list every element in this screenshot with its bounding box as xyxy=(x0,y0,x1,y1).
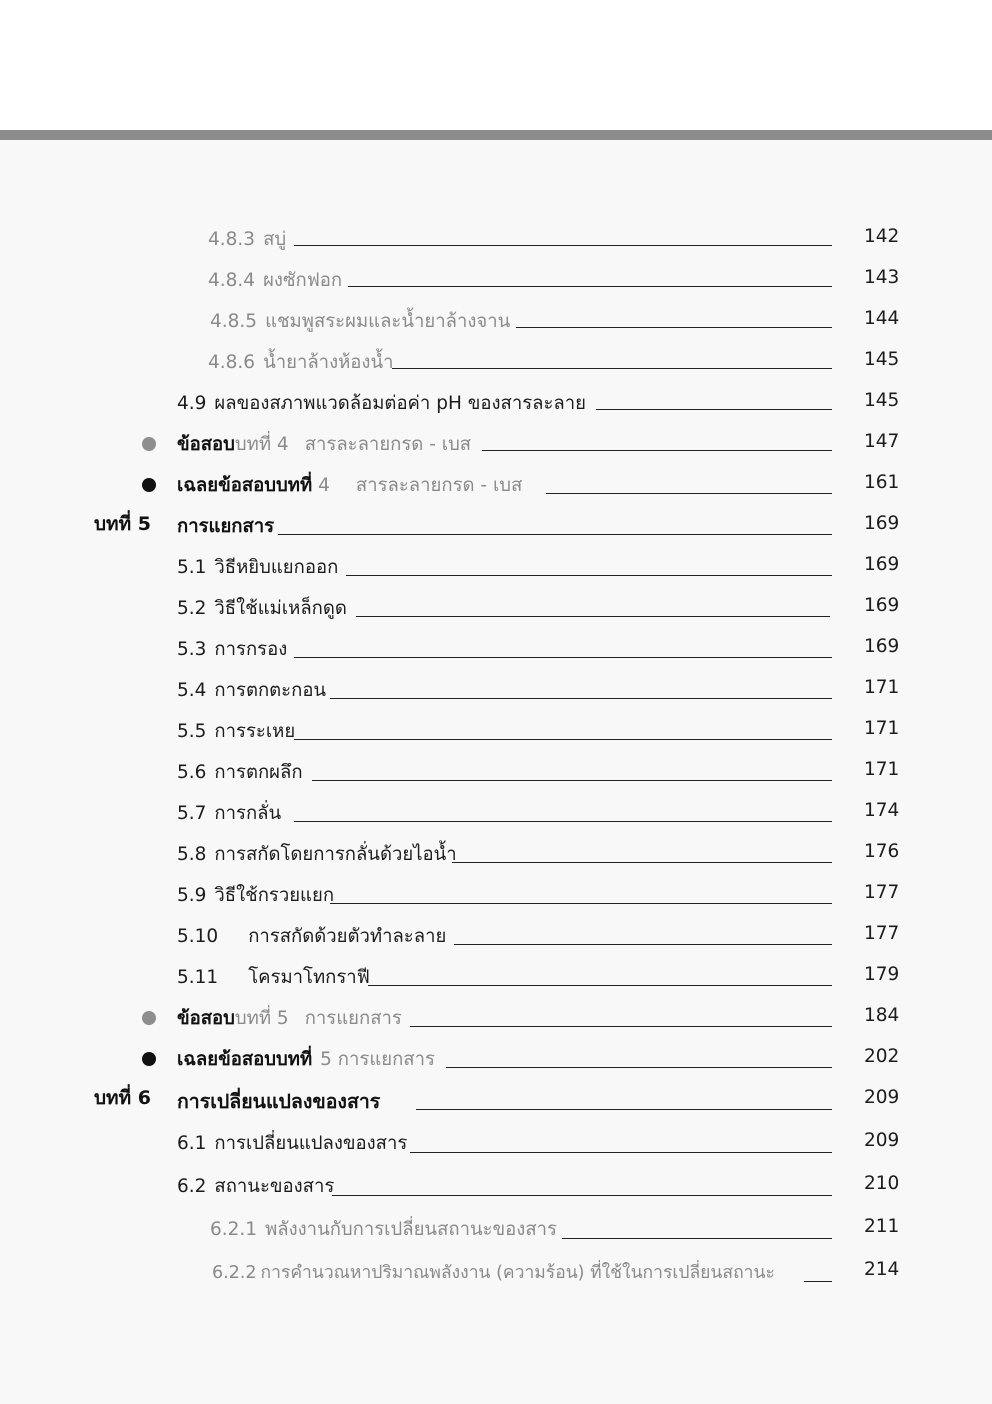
section-number: 5.7 xyxy=(177,803,207,824)
dot-leader xyxy=(452,862,832,863)
bullet-icon xyxy=(142,1052,156,1066)
dot-leader xyxy=(546,493,832,494)
section-number: 5.2 xyxy=(177,598,207,619)
page-number: 177 xyxy=(864,882,900,903)
page-number: 176 xyxy=(864,841,900,862)
page-number: 202 xyxy=(864,1046,900,1067)
page-number: 161 xyxy=(864,472,900,493)
page-number: 214 xyxy=(864,1258,900,1280)
toc-entry xyxy=(177,758,303,787)
section-title: การสกัดด้วยตัวทำละลาย xyxy=(248,926,447,947)
toc-row xyxy=(0,1037,992,1078)
dot-leader xyxy=(416,1109,832,1110)
toc-entry xyxy=(177,676,326,705)
toc-row-chapter xyxy=(0,504,992,545)
section-title: การเปลี่ยนแปลงของสาร xyxy=(214,1132,408,1154)
header-rule xyxy=(0,130,992,140)
section-title: การตกผลึก xyxy=(214,762,303,783)
chapter-title: การเปลี่ยนแปลงของสาร xyxy=(177,1090,381,1113)
section-number: 4.9 xyxy=(177,393,207,414)
toc-row xyxy=(0,791,992,832)
dot-leader xyxy=(596,409,832,410)
dot-leader xyxy=(516,327,832,328)
exam-label: ข้อสอบ xyxy=(177,434,235,455)
toc-row xyxy=(0,586,992,627)
toc-entry xyxy=(177,512,274,541)
toc-entry xyxy=(177,635,287,664)
section-title: แชมพูสระผมและน้ำยาล้างจาน xyxy=(265,311,511,332)
exam-topic: สารละลายกรด - เบส xyxy=(304,434,472,455)
toc-entry xyxy=(208,348,393,377)
page-number: 169 xyxy=(864,636,900,657)
dot-leader xyxy=(312,780,832,781)
section-title: การสกัดโดยการกลั่นด้วยไอน้ำ xyxy=(214,844,457,865)
toc-entry xyxy=(210,307,510,336)
toc-entry xyxy=(177,430,471,459)
section-title: วิธีใช้แม่เหล็กดูด xyxy=(214,598,347,619)
dot-leader xyxy=(804,1281,832,1282)
section-title: ผงซักฟอก xyxy=(263,270,343,291)
section-number: 6.2.2 xyxy=(212,1262,257,1283)
toc-entry xyxy=(212,1258,775,1286)
page-number: 169 xyxy=(864,595,900,616)
page-number: 209 xyxy=(864,1129,900,1151)
section-title: วิธีใช้กรวยแยก xyxy=(214,885,335,906)
answer-key-chapter: 4 xyxy=(318,475,330,496)
toc-row xyxy=(0,1164,992,1207)
section-title: พลังงานกับการเปลี่ยนสถานะของสาร xyxy=(265,1218,557,1240)
section-title: การตกตะกอน xyxy=(214,680,327,701)
bullet-icon xyxy=(142,478,156,492)
toc-entry xyxy=(208,225,286,254)
page-number: 210 xyxy=(864,1172,900,1194)
section-number: 6.2.1 xyxy=(210,1218,258,1240)
toc-row xyxy=(0,750,992,791)
dot-leader xyxy=(278,534,832,535)
toc-row xyxy=(0,668,992,709)
section-number: 5.4 xyxy=(177,680,207,701)
section-title: โครมาโทกราฟี xyxy=(248,967,370,988)
toc-row xyxy=(0,832,992,873)
toc-entry xyxy=(208,266,342,295)
toc-entry xyxy=(177,963,370,992)
section-number: 6.2 xyxy=(177,1175,207,1197)
toc-row xyxy=(0,258,992,299)
toc-entry xyxy=(210,1215,557,1244)
toc-entry xyxy=(177,1045,435,1074)
section-number: 5.11 xyxy=(177,967,219,988)
exam-chapter: บทที่ 4 xyxy=(234,434,289,455)
dot-leader xyxy=(294,245,832,246)
toc-row xyxy=(0,299,992,340)
page-number: 211 xyxy=(864,1215,900,1237)
dot-leader xyxy=(348,286,832,287)
toc-row xyxy=(0,1207,992,1250)
dot-leader xyxy=(356,616,830,617)
page-number: 171 xyxy=(864,718,900,739)
dot-leader xyxy=(294,821,832,822)
section-number: 6.1 xyxy=(177,1132,207,1154)
toc-entry xyxy=(177,594,347,623)
page-number: 174 xyxy=(864,800,900,821)
toc-row xyxy=(0,709,992,750)
toc-row xyxy=(0,627,992,668)
toc-entry xyxy=(177,1129,407,1158)
exam-label: ข้อสอบ xyxy=(177,1008,235,1029)
answer-key-label: เฉลยข้อสอบบทที่ xyxy=(177,1049,313,1070)
section-title: ผลของสภาพแวดล้อมต่อค่า pH ของสารละลาย xyxy=(214,393,586,414)
toc-row xyxy=(0,914,992,955)
bullet-icon xyxy=(142,437,156,451)
toc-entry xyxy=(177,922,446,951)
section-number: 4.8.3 xyxy=(208,229,256,250)
toc-row xyxy=(0,955,992,996)
chapter-title: การแยกสาร xyxy=(177,516,275,537)
toc-row xyxy=(0,1121,992,1164)
toc-row-chapter xyxy=(0,1078,992,1121)
toc-entry xyxy=(177,553,338,582)
dot-leader xyxy=(330,903,832,904)
page-number: 145 xyxy=(864,390,900,411)
dot-leader xyxy=(330,698,832,699)
dot-leader xyxy=(346,575,832,576)
page-number: 179 xyxy=(864,964,900,985)
dot-leader xyxy=(392,368,832,369)
page-number: 209 xyxy=(864,1087,900,1108)
section-title: การคำนวณหาปริมาณพลังงาน (ความร้อน) ที่ใช้ในการเปลี่ยนสถานะ xyxy=(260,1262,775,1283)
table-of-contents xyxy=(0,217,992,1293)
section-number: 5.5 xyxy=(177,721,207,742)
toc-entry xyxy=(177,840,457,869)
page-number: 171 xyxy=(864,677,900,698)
toc-row xyxy=(0,873,992,914)
section-number: 4.8.6 xyxy=(208,352,256,373)
dot-leader xyxy=(482,450,832,451)
section-number: 5.6 xyxy=(177,762,207,783)
toc-row xyxy=(0,422,992,463)
toc-row xyxy=(0,217,992,258)
toc-entry xyxy=(177,1004,402,1033)
dot-leader xyxy=(332,1195,832,1196)
dot-leader xyxy=(454,944,832,945)
section-title: การระเหย xyxy=(214,721,296,742)
exam-chapter: บทที่ 5 xyxy=(234,1008,289,1029)
dot-leader xyxy=(410,1152,832,1153)
page-number: 169 xyxy=(864,554,900,575)
page-number: 143 xyxy=(864,267,900,288)
toc-entry xyxy=(177,799,281,828)
section-title: การกรอง xyxy=(214,639,288,660)
dot-leader xyxy=(294,657,832,658)
section-number: 4.8.5 xyxy=(210,311,258,332)
toc-entry xyxy=(177,471,522,500)
dot-leader xyxy=(410,1026,832,1027)
section-number: 5.1 xyxy=(177,557,207,578)
exam-topic: การแยกสาร xyxy=(304,1008,402,1029)
answer-key-topic: สารละลายกรด - เบส xyxy=(355,475,523,496)
page-number: 144 xyxy=(864,308,900,329)
page-number: 171 xyxy=(864,759,900,780)
section-title: วิธีหยิบแยกออก xyxy=(214,557,339,578)
chapter-label: บทที่ 6 xyxy=(94,1087,151,1109)
dot-leader xyxy=(294,739,832,740)
page-number: 145 xyxy=(864,349,900,370)
toc-entry xyxy=(177,881,334,910)
toc-entry xyxy=(177,1086,380,1117)
answer-key-topic: 5 การแยกสาร xyxy=(320,1049,435,1070)
page-number: 184 xyxy=(864,1005,900,1026)
section-title: สบู่ xyxy=(263,229,287,250)
page-number: 169 xyxy=(864,513,900,534)
toc-row xyxy=(0,996,992,1037)
dot-leader xyxy=(368,985,832,986)
section-number: 5.8 xyxy=(177,844,207,865)
page-number: 142 xyxy=(864,226,900,247)
page-number: 177 xyxy=(864,923,900,944)
section-title: น้ำยาล้างห้องน้ำ xyxy=(263,352,394,373)
section-number: 5.9 xyxy=(177,885,207,906)
toc-row xyxy=(0,545,992,586)
section-number: 5.10 xyxy=(177,926,219,947)
toc-row xyxy=(0,1250,992,1293)
toc-row xyxy=(0,381,992,422)
answer-key-label: เฉลยข้อสอบบทที่ xyxy=(177,475,313,496)
section-number: 5.3 xyxy=(177,639,207,660)
page-number: 147 xyxy=(864,431,900,452)
section-title: สถานะของสาร xyxy=(214,1175,335,1197)
section-number: 4.8.4 xyxy=(208,270,256,291)
section-title: การกลั่น xyxy=(214,803,282,824)
toc-entry xyxy=(177,717,295,746)
toc-row xyxy=(0,463,992,504)
dot-leader xyxy=(562,1238,832,1239)
chapter-label: บทที่ 5 xyxy=(94,513,151,535)
toc-row xyxy=(0,340,992,381)
dot-leader xyxy=(446,1067,832,1068)
toc-entry xyxy=(177,389,586,418)
bullet-icon xyxy=(142,1011,156,1025)
toc-entry xyxy=(177,1172,334,1201)
